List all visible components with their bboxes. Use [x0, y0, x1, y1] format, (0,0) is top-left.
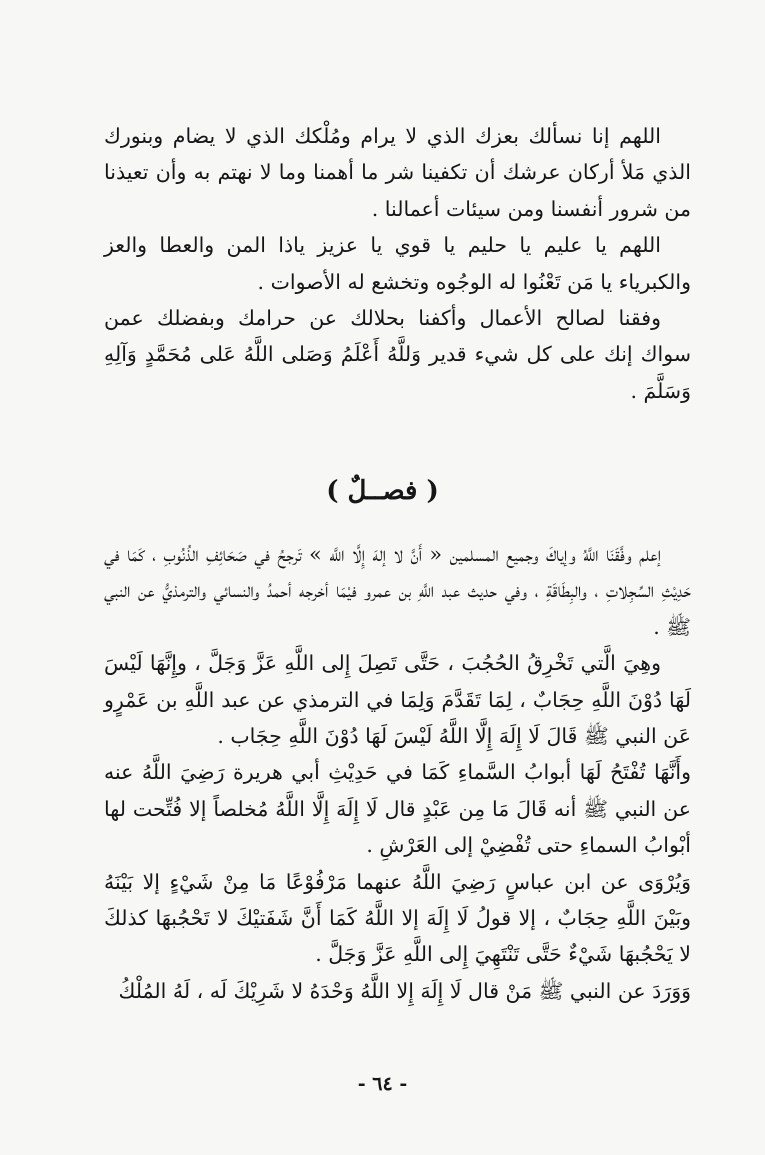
- paragraph: وَيُرْوَى عن ابن عباسٍ رَضِيَ اللَّهُ عنهما مَرْفُوْعًا مَا مِنْ شَيْءٍ إلا بَيْنَهُ وبَيْنَ اللَّهِ حِجَابٌ ، إلا قولُ لَا إِلَهَ إلا اللَّهُ كَمَا أَنَّ شَفَتيْكَ لا تَحْجُبهَا كذلكَ لا يَحْجُبهَا شَيْءٌ حَتَّى تَنْتَهِيَ إِلى اللَّهِ عَزَّ وَجَلَّ .: [104, 869, 691, 967]
- paragraph: اللهم يا عليم يا حليم يا قوي يا عزيز ياذا المن والعطا والعز والكبرياء يا مَن تَعْنُوا له الوجُوه وتخشع له الأصوات .: [104, 233, 691, 294]
- closing-prayer-block: [104, 118, 691, 409]
- page-number: - ٦٤ -: [357, 1073, 408, 1095]
- section-heading: ( فصــلٌ ): [326, 476, 439, 506]
- paragraph: وهِيَ الَّتي تَخْرِقُ الحُجُبَ ، حَتَّى تَصِلَ إِلى اللَّهِ عَزَّ وَجَلَّ ، وإِنَّهَا لَيْسَ لَهَا دُوْنَ اللَّهِ حِجَابٌ ، لِمَا تَقَدَّمَ وَلِمَا في الترمذي عن عبد اللَّهِ بن عَمْرٍو عَن النبي ﷺ قَالَ لَا إِلَهَ إِلَّا اللَّهُ لَيْسَ لَهَا دُوْنَ اللَّهِ حِجَاب .: [104, 651, 691, 749]
- paragraph: وَوَرَدَ عن النبي ﷺ مَنْ قال لَا إِلَهَ إِلا اللَّهُ وَحْدَهُ لا شَرِيْكَ لَه ، لَهُ المُلْكُ: [118, 978, 691, 1003]
- paragraph: اللهم إنا نسألك بعزك الذي لا يرام ومُلْكك الذي لا يضام وبنورك الذي مَلأ أركان عرشك أن تكفينا شر ما أهمنا وما لا نهتم به وأن تعيذنا من شرور أنفسنا ومن سيئات أعمالنا .: [104, 124, 691, 221]
- paragraph: وأَنَّهَا تُفْتَحُ لَهَا أبوابُ السَّماءِ كَمَا في حَدِيْثِ أبي هريرة رَضِيَ اللَّهُ عنه عن النبي ﷺ أنه قَالَ مَا مِن عَبْدٍ قال لَا إِلَهَ إِلَّا اللَّهُ مُخلصاً إلا فُتِّحت لها أبْوابُ السماءِ حتى تُفْضِيْ إلى العَرْشِ .: [104, 760, 691, 858]
- section-body: [104, 536, 691, 1009]
- paragraph: وفقنا لصالح الأعمال وأكفنا بحلالك عن حرامك وبفضلك عمن سواك إنك على كل شيء قدير وَللَّهُ أَعْلَمُ وَصَلى اللَّهُ عَلى مُحَمَّدٍ وَآلِهِ وَسَلَّمَ .: [104, 306, 691, 403]
- paragraph: إعلم وفَّقَنَا اللَّهُ وإياكَ وجميع المسلمين « أَنَّ لا إلهَ إِلَّا اللَّه » تَرجحُ في صَحَائِفِ الذُنُوبِ ، كَمَا في حَدِيْثِ السِّجِلاتِ ، والبِطَاقَةِ ، وفي حديث عبد اللَّهِ بن عمرو فيْمَا أخرجه أحمدُ والنسائي والترمذيُّ عن النبي ﷺ .: [104, 542, 691, 639]
